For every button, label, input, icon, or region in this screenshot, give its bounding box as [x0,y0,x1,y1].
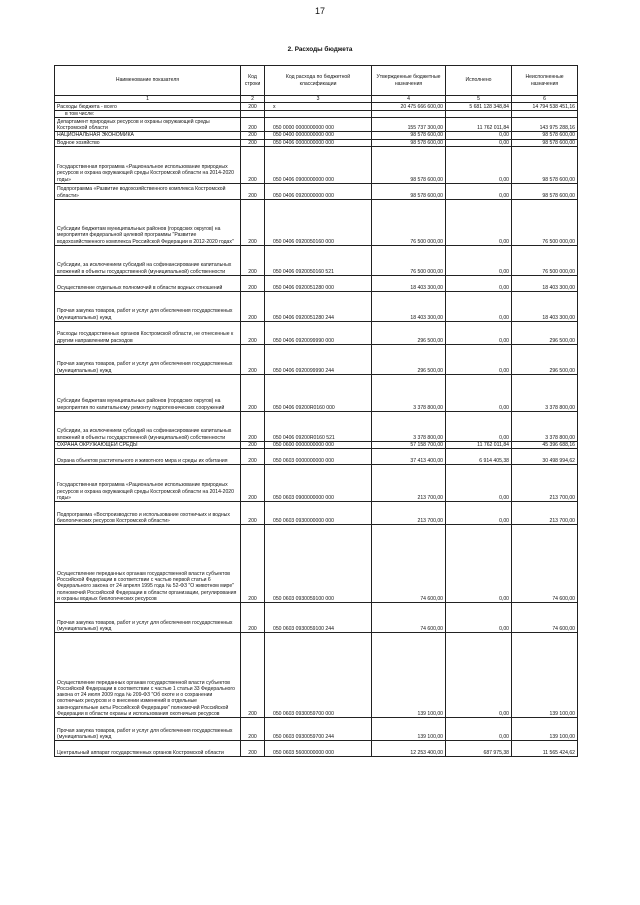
column-number: 2 [241,96,265,103]
row-unexecuted: 74 600,00 [512,525,578,603]
row-classification: 050 0603 0000000000 000 [265,449,372,465]
row-name: Субсидии бюджетам муниципальных районов (городских округов) на мероприятия федеральной целевой программы "Развитие водохозяйственного комплекса Российской Федерации в 2012-2020 годах" [55,199,241,245]
row-approved: 213 700,00 [372,465,446,502]
row-unexecuted: 18 403 300,00 [512,275,578,291]
row-approved: 98 578 600,00 [372,139,446,146]
row-executed: 0,00 [446,374,512,411]
table-row [55,103,578,111]
section-title: 2. Расходы бюджета [287,46,353,53]
row-approved: 18 403 300,00 [372,291,446,321]
row-name: Охрана объектов растительного и животного мира и среды их обитания [55,449,241,465]
row-executed: 0,00 [446,321,512,344]
table-row [55,603,578,633]
row-unexecuted: 30 498 994,62 [512,449,578,465]
row-unexecuted: 14 794 538 451,16 [512,103,578,111]
header-name: Наименование показателя [55,66,241,96]
row-approved: 18 403 300,00 [372,275,446,291]
row-code: 200 [241,321,265,344]
row-executed: 0,00 [446,411,512,441]
row-classification: 050 0603 0930059100 000 [265,525,372,603]
row-approved: 296 500,00 [372,344,446,374]
row-code: 200 [241,139,265,146]
row-name: НАЦИОНАЛЬНАЯ ЭКОНОМИКА [55,132,241,139]
expenses-table [54,65,578,757]
row-executed: 0,00 [446,603,512,633]
row-classification: 050 0406 0920051280 000 [265,275,372,291]
table-row [55,275,578,291]
header-classification: Код расхода по бюджетной классификации [265,66,372,96]
row-approved: 74 600,00 [372,603,446,633]
row-approved: 296 500,00 [372,321,446,344]
row-name: ОХРАНА ОКРУЖАЮЩЕЙ СРЕДЫ [55,441,241,448]
row-executed: 6 914 405,38 [446,449,512,465]
row-approved: 57 158 700,00 [372,441,446,448]
row-executed: 5 681 128 348,84 [446,103,512,111]
row-executed: 0,00 [446,132,512,139]
table-row [55,245,578,275]
row-approved: 3 378 800,00 [372,411,446,441]
row-approved: 139 100,00 [372,718,446,741]
row-name: Департамент природных ресурсов и охраны окружающей среды Костромской области [55,118,241,132]
row-executed: 11 762 011,84 [446,118,512,132]
row-approved: 98 578 600,00 [372,146,446,183]
row-code: 200 [241,275,265,291]
row-name: Прочая закупка товаров, работ и услуг для обеспечения государственных (муниципальных) нужд [55,718,241,741]
row-executed: 687 975,38 [446,741,512,757]
header-executed: Исполнено [446,66,512,96]
row-classification: 050 0406 0920050160 000 [265,199,372,245]
column-number: 6 [512,96,578,103]
header-code: Код строки [241,66,265,96]
row-classification: 050 0406 0920099990 244 [265,344,372,374]
row-unexecuted: 3 378 800,00 [512,374,578,411]
table-header-row [55,66,578,96]
row-code: 200 [241,718,265,741]
row-code: 200 [241,603,265,633]
row-code: 200 [241,146,265,183]
row-code: 200 [241,199,265,245]
row-name: Государственная программа «Рациональное использование природных ресурсов и охрана окружающей среды Костромской области на 2014-2020 годы» [55,465,241,502]
table-row [55,118,578,132]
row-classification: 050 0000 0000000000 000 [265,118,372,132]
row-approved: 20 475 666 600,00 [372,103,446,111]
row-classification: 050 0603 0930059100 244 [265,603,372,633]
table-row [55,411,578,441]
row-unexecuted: 98 578 600,00 [512,139,578,146]
row-name: Подпрограмма «Воспроизводство и использование охотничьих и водных биологических ресурсов Костромской области» [55,502,241,525]
row-executed: 0,00 [446,183,512,199]
header-unexecuted: Неисполненные назначения [512,66,578,96]
row-classification [265,111,372,118]
row-name: Расходы бюджета - всего [55,103,241,111]
row-name: Водное хозяйство [55,139,241,146]
row-executed: 0,00 [446,633,512,718]
row-code: 200 [241,344,265,374]
row-code: 200 [241,118,265,132]
row-code: 200 [241,525,265,603]
row-unexecuted: 45 396 688,16 [512,441,578,448]
header-approved: Утвержденные бюджетные назначения [372,66,446,96]
row-classification: 050 0406 0000000000 000 [265,139,372,146]
row-approved: 213 700,00 [372,502,446,525]
row-classification: 050 0600 0000000000 000 [265,441,372,448]
row-unexecuted: 296 500,00 [512,321,578,344]
row-code: 200 [241,465,265,502]
row-name: Осуществление отдельных полномочий в области водных отношений [55,275,241,291]
row-classification: 050 0406 0920099990 000 [265,321,372,344]
row-executed: 0,00 [446,718,512,741]
row-code: 200 [241,441,265,448]
row-approved: 3 378 800,00 [372,374,446,411]
row-name: Государственная программа «Рациональное использование природных ресурсов и охрана окружающей среды Костромской области на 2014-2020 годы» [55,146,241,183]
table-row [55,449,578,465]
row-approved: 76 500 000,00 [372,199,446,245]
row-unexecuted: 143 975 288,16 [512,118,578,132]
table-row [55,718,578,741]
row-code: 200 [241,132,265,139]
column-number: 5 [446,96,512,103]
table-row [55,111,578,118]
row-executed: 0,00 [446,139,512,146]
row-approved: 12 253 400,00 [372,741,446,757]
table-row [55,633,578,718]
row-name: Осуществление переданных органам государственной власти субъектов Российской Федерации в соответствии с частью первой статьи 6 Федерального закона от 24 апреля 1995 года № 52-ФЗ "О животном мире" полномочий Российской Федерации в области организации, регулирования и охраны водных биологических ресурсов [55,525,241,603]
row-classification: 050 0400 0000000000 000 [265,132,372,139]
row-classification: 050 0406 09200R0160 000 [265,374,372,411]
row-executed: 0,00 [446,465,512,502]
row-name: Прочая закупка товаров, работ и услуг для обеспечения государственных (муниципальных) нужд [55,344,241,374]
row-executed: 0,00 [446,525,512,603]
row-classification: 050 0603 0930000000 000 [265,502,372,525]
column-number: 4 [372,96,446,103]
row-code: 200 [241,411,265,441]
row-code: 200 [241,245,265,275]
row-unexecuted: 98 578 600,00 [512,183,578,199]
row-name: Субсидии, за исключением субсидий на софинансирование капитальных вложений в объекты государственной (муниципальной) собственности [55,245,241,275]
row-classification: 050 0406 09200R0160 521 [265,411,372,441]
row-unexecuted: 76 500 000,00 [512,199,578,245]
row-classification: 050 0603 5600000000 000 [265,741,372,757]
row-classification: 050 0406 0920050160 521 [265,245,372,275]
row-classification: 050 0603 0900000000 000 [265,465,372,502]
row-code: 200 [241,183,265,199]
row-executed: 0,00 [446,245,512,275]
table-row [55,132,578,139]
row-code [241,111,265,118]
row-classification: x [265,103,372,111]
row-unexecuted: 139 100,00 [512,633,578,718]
table-row [55,139,578,146]
row-approved: 76 500 000,00 [372,245,446,275]
row-unexecuted: 98 578 600,00 [512,132,578,139]
table-row [55,146,578,183]
table-row [55,441,578,448]
row-unexecuted [512,111,578,118]
row-code: 200 [241,291,265,321]
row-executed: 11 762 011,84 [446,441,512,448]
table-row [55,183,578,199]
row-executed: 0,00 [446,275,512,291]
row-code: 200 [241,741,265,757]
row-code: 200 [241,502,265,525]
row-approved: 74 600,00 [372,525,446,603]
row-executed: 0,00 [446,502,512,525]
row-code: 200 [241,633,265,718]
row-executed: 0,00 [446,146,512,183]
row-name: Субсидии, за исключением субсидий на софинансирование капитальных вложений в объекты государственной (муниципальной) собственности [55,411,241,441]
table-row [55,291,578,321]
table-row [55,502,578,525]
row-unexecuted: 76 500 000,00 [512,245,578,275]
table-row [55,374,578,411]
row-code: 200 [241,449,265,465]
row-name: Центральный аппарат государственных органов Костромской области [55,741,241,757]
row-classification: 050 0603 0930059700 000 [265,633,372,718]
row-unexecuted: 18 403 300,00 [512,291,578,321]
table-row [55,321,578,344]
row-unexecuted: 3 378 800,00 [512,411,578,441]
column-number: 3 [265,96,372,103]
row-unexecuted: 98 578 600,00 [512,146,578,183]
column-number: 1 [55,96,241,103]
row-approved: 37 413 400,00 [372,449,446,465]
row-executed: 0,00 [446,291,512,321]
page-number: 17 [314,6,325,16]
row-unexecuted: 11 565 424,62 [512,741,578,757]
table-row [55,199,578,245]
row-approved [372,111,446,118]
row-approved: 98 578 600,00 [372,132,446,139]
row-classification: 050 0406 0900000000 000 [265,146,372,183]
row-executed [446,111,512,118]
row-approved: 98 578 600,00 [372,183,446,199]
row-executed: 0,00 [446,199,512,245]
row-name: Осуществление переданных органам государственной власти субъектов Российской Федерации в соответствии с частью 1 статьи 33 Федерального закона от 24 июля 2009 года № 209-ФЗ "Об охоте и о сохранении охотничьих ресурсов и о внесении изменений в отдельные законодательные акты Российской Федерации" полномочий Российской Федерации в области охраны и использования охотничьих ресурсов [55,633,241,718]
row-approved: 155 737 300,00 [372,118,446,132]
row-name: Прочая закупка товаров, работ и услуг для обеспечения государственных (муниципальных) нужд [55,603,241,633]
table-row [55,344,578,374]
row-code: 200 [241,374,265,411]
row-unexecuted: 213 700,00 [512,502,578,525]
row-classification: 050 0603 0930059700 244 [265,718,372,741]
table-row [55,525,578,603]
row-classification: 050 0406 0920000000 000 [265,183,372,199]
row-approved: 139 100,00 [372,633,446,718]
row-name: Подпрограмма «Развитие водохозяйственного комплекса Костромской области» [55,183,241,199]
column-number-row [55,96,578,103]
row-name: Расходы государственных органов Костромской области, не отнесенные к другим направлениям расходов [55,321,241,344]
row-name: Субсидии бюджетам муниципальных районов (городских округов) на мероприятия по капитальному ремонту гидротехнических сооружений [55,374,241,411]
row-name: Прочая закупка товаров, работ и услуг для обеспечения государственных (муниципальных) нужд [55,291,241,321]
row-code: 200 [241,103,265,111]
row-unexecuted: 213 700,00 [512,465,578,502]
table-row [55,741,578,757]
row-unexecuted: 139 100,00 [512,718,578,741]
row-executed: 0,00 [446,344,512,374]
row-classification: 050 0406 0920051280 244 [265,291,372,321]
table-row [55,465,578,502]
row-name: в том числе: [55,111,241,118]
row-unexecuted: 296 500,00 [512,344,578,374]
table-body [55,103,578,757]
row-unexecuted: 74 600,00 [512,603,578,633]
